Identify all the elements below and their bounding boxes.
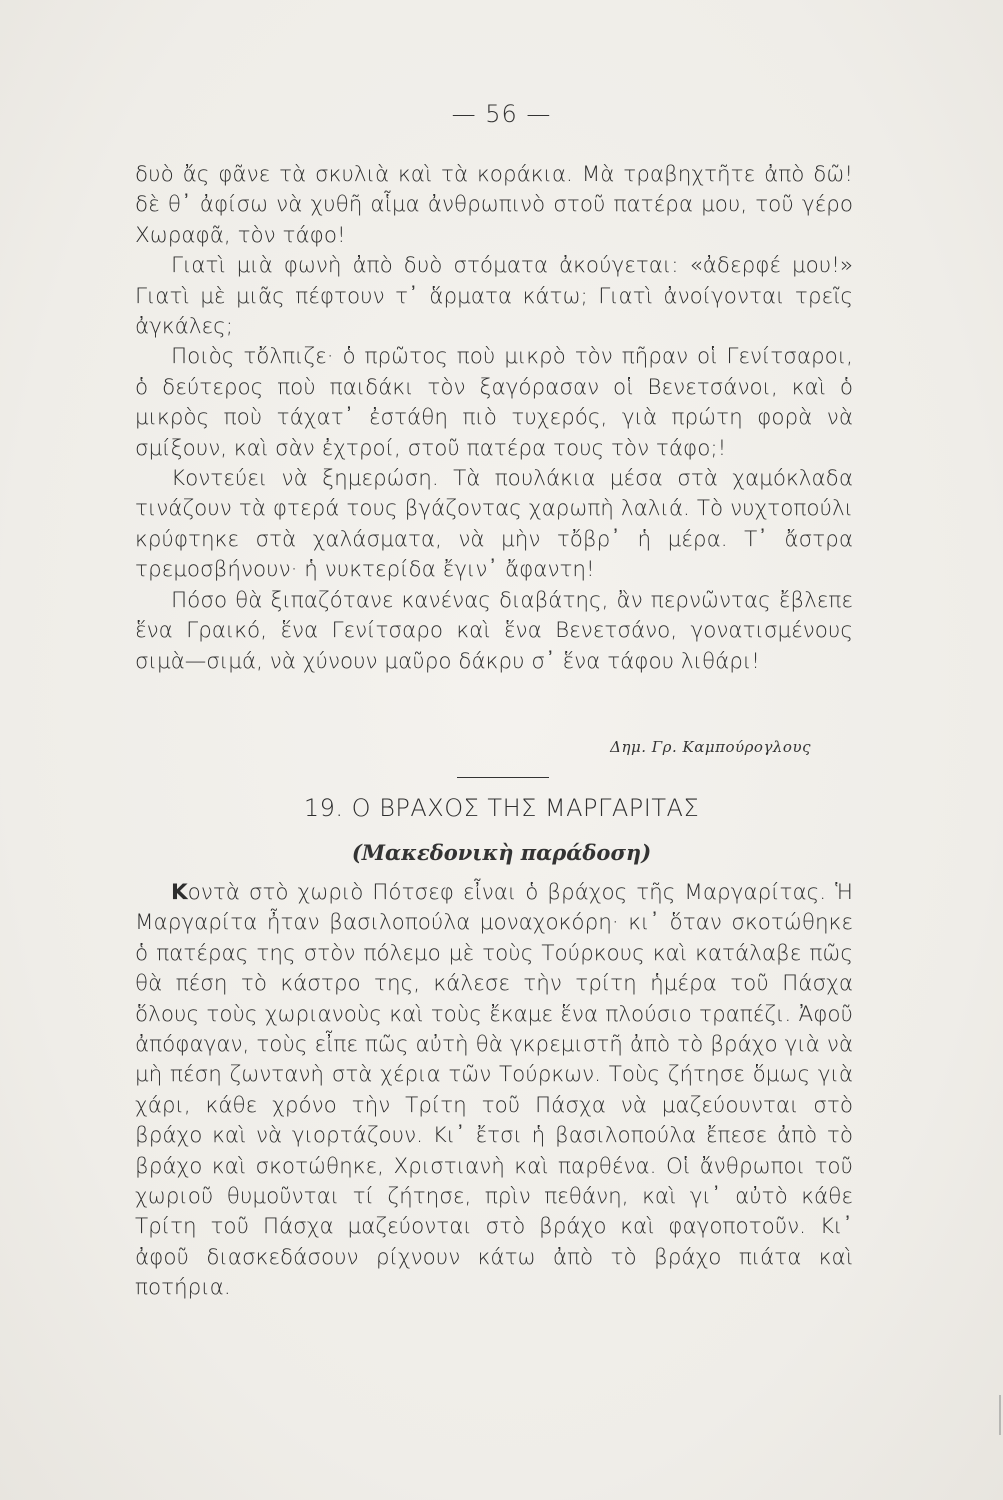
paragraph: Ποιὸς τὄλπιζε· ὁ πρῶτος ποὺ μικρὸ τὸν πῆραν οἱ Γενίτσαροι, ὁ δεύτερος ποὺ παιδάκι τὸν ξαγόρασαν οἱ Βενετσάνοι, καὶ ὁ μικρὸς ποὺ τάχατ᾽ ἐστάθη πιὸ τυχερός, γιὰ πρώτη φορὰ νὰ σμίξουν, καὶ σὰν ἐχτροί, στοῦ πατέρα τους τὸν τάφο;!	[135, 344, 853, 461]
section-title: 19. Ο ΒΡΑΧΟΣ ΤΗΣ ΜΑΡΓΑΡΙΤΑΣ	[303, 794, 700, 822]
paragraph: Πόσο θὰ ξιπαζότανε κανένας διαβάτης, ἂν περνῶντας ἔβλεπε ἕνα Γραικό, ἕνα Γενίτσαρο καὶ ἕνα Βενετσάνο, γονατισμένους σιμὰ—σιμά, νὰ χύνουν μαῦρο δάκρυ σ᾽ ἕνα τάφου λιθάρι!	[135, 587, 853, 674]
paragraph: Κοντεύει νὰ ξημερώση. Τὰ πουλάκια μέσα στὰ χαμόκλαδα τινάζουν τὰ φτερά τους βγάζοντας χαρωπὴ λαλιά. Τὸ νυχτοπούλι κρύφτηκε στὰ χαλάσματα, νὰ μὴν τὄβρ᾽ ἡ μέρα. Τ᾽ ἄστρα τρεμοσβήνουν· ἡ νυκτερίδα ἔγιν᾽ ἄφαντη!	[135, 466, 853, 583]
paragraph: δυὸ ἄς φᾶνε τὰ σκυλιὰ καὶ τὰ κοράκια. Μὰ τραβηχτῆτε ἀπὸ δῶ! δὲ θ᾽ ἀφίσω νὰ χυθῆ αἷμα ἀνθρωπινὸ στοῦ πατέρα μου, τοῦ γέρο Χωραφᾶ, τὸν τάφο!	[135, 162, 853, 248]
drop-cap: Κ	[171, 880, 188, 905]
section-subtitle: (Μακεδονικὴ παράδοση)	[351, 840, 652, 865]
author-signature: Δημ. Γρ. Καμπούρογλους	[610, 738, 811, 756]
scan-edge-mark	[999, 1395, 1001, 1435]
paragraph-text: οντὰ στὸ χωριὸ Πότσεφ εἶναι ὁ βράχος τῆς Μαργαρίτας. Ἡ Μαργαρίτα ἦταν βασιλοπούλα μοναχοκόρη· κι᾽ ὅταν σκοτώθηκε ὁ πατέρας της στὸν πόλεμο μὲ τοὺς Τούρκους καὶ κατάλαβε πῶς θὰ πέση τὸ κάστρο της, κάλεσε τὴν τρίτη ἡμέρα τοῦ Πάσχα ὅλους τοὺς χωριανοὺς καὶ τοὺς ἔκαμε ἕνα πλούσιο τραπέζι. Ἀφοῦ ἀπόφαγαν, τοὺς εἶπε πῶς αὐτὴ θὰ γκρεμιστῆ ἀπὸ τὸ βράχο γιὰ νὰ μὴ πέση ζωντανὴ στὰ χέρια τῶν Τούρκων. Τοὺς ζήτησε ὅμως γιὰ χάρι, κάθε χρόνο τὴν Τρίτη τοῦ Πάσχα νὰ μαζεύουνται στὸ βράχο καὶ νὰ γιορτάζουν. Κι᾽ ἔτσι ἡ βασιλοπούλα ἔπεσε ἀπὸ τὸ βράχο καὶ σκοτώθηκε, Χριστιανὴ καὶ παρθένα. Οἱ ἄνθρωποι τοῦ χωριοῦ θυμοῦνται τί ζήτησε, πρὶν πεθάνη, καὶ γι᾽ αὐτὸ κάθε Τρίτη τοῦ Πάσχα μαζεύονται στὸ βράχο καὶ φαγοποτοῦν. Κι᾽ ἀφοῦ διασκεδάσουν ρίχνουν κάτω ἀπὸ τὸ βράχο πιάτα καὶ ποτήρια.	[135, 880, 853, 1301]
paragraph	[135, 878, 853, 1304]
section-divider	[457, 777, 549, 778]
page-number: — 56 —	[451, 100, 552, 128]
story-continuation	[135, 160, 853, 677]
paragraph: Γιατὶ μιὰ φωνὴ ἀπὸ δυὸ στόματα ἀκούγεται: «ἀδερφέ μου!» Γιατὶ μὲ μιᾶς πέφτουν τ᾽ ἅρματα κάτω; Γιατὶ ἀνοίγονται τρεῖς ἀγκάλες;	[135, 253, 853, 340]
story-body	[135, 878, 853, 1304]
